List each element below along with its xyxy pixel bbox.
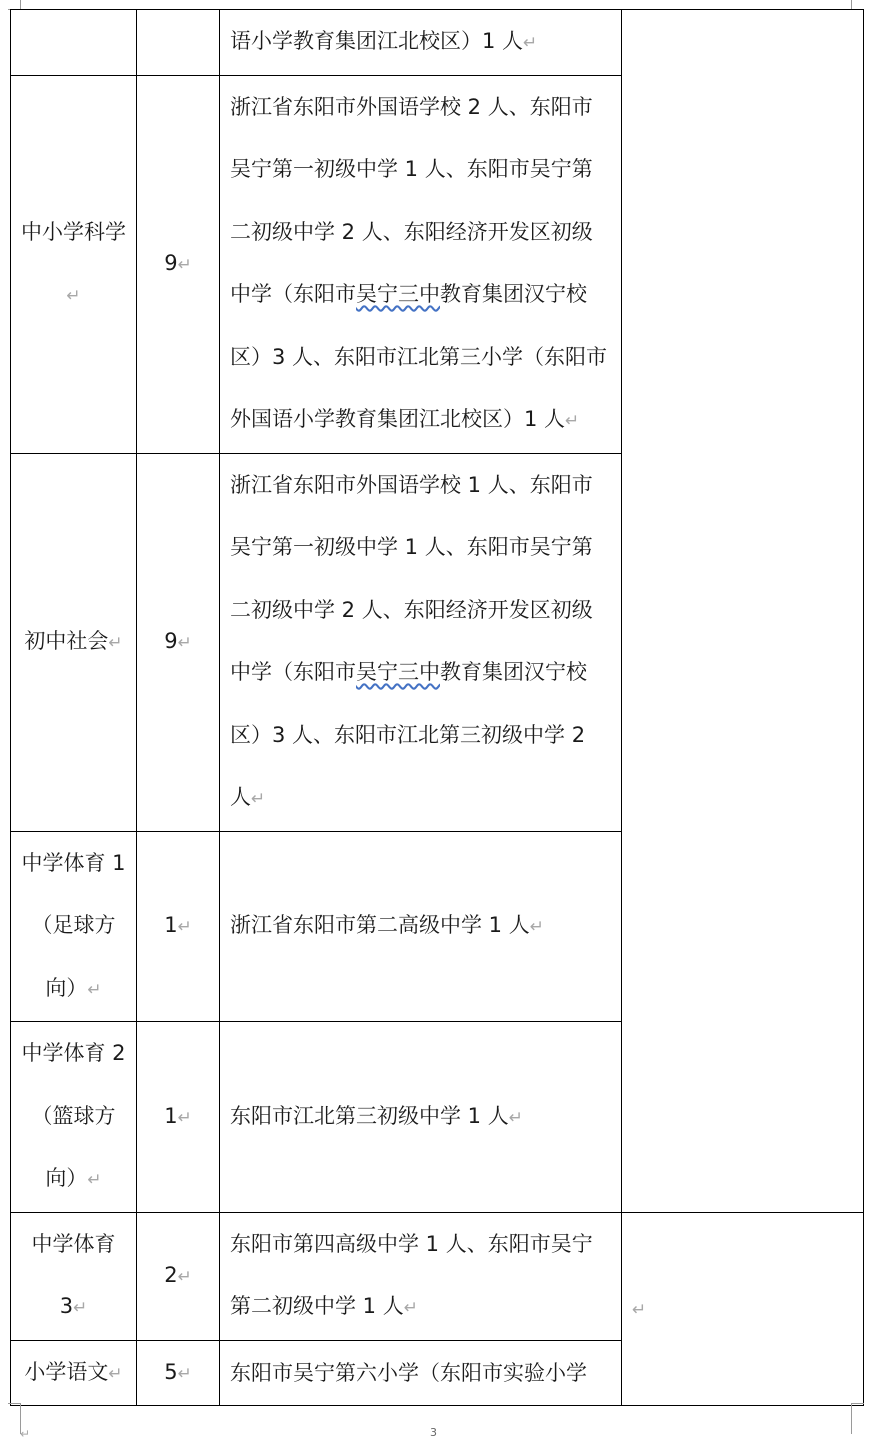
detail-cell bbox=[220, 1212, 622, 1340]
subject-text: 初中社会 bbox=[24, 628, 109, 653]
count-cell bbox=[137, 1340, 220, 1406]
subject-text: 中学体育 3 bbox=[31, 1231, 116, 1318]
count-cell bbox=[137, 10, 220, 76]
paragraph-mark: ↵ bbox=[403, 1298, 418, 1318]
paragraph-mark: ↵ bbox=[73, 1298, 88, 1318]
detail-cell bbox=[220, 75, 622, 453]
paragraph-mark: ↵ bbox=[177, 254, 192, 275]
subject-cell bbox=[11, 10, 137, 76]
subject-cell bbox=[11, 1340, 137, 1406]
subject-cell bbox=[11, 831, 137, 1022]
subject-cell bbox=[11, 75, 137, 453]
subject-text: 小学语文 bbox=[24, 1359, 109, 1384]
paragraph-mark: ↵ bbox=[251, 789, 266, 809]
recruitment-table bbox=[10, 9, 864, 1406]
paragraph-mark: ↵ bbox=[632, 1299, 647, 1320]
paragraph-mark: ↵ bbox=[508, 1107, 523, 1128]
count-text: 9 bbox=[164, 628, 178, 653]
paragraph-mark: ↵ bbox=[177, 917, 192, 937]
detail-text: 语小学教育集团江北校区）1 人 bbox=[230, 29, 524, 53]
detail-cell bbox=[220, 831, 622, 1022]
paragraph-mark: ↵ bbox=[177, 1107, 192, 1128]
extra-cell bbox=[622, 10, 864, 1213]
count-text: 5 bbox=[164, 1359, 178, 1384]
count-text: 9 bbox=[164, 250, 178, 275]
subject-text: 中学体育 1（足球方向） bbox=[21, 850, 126, 1000]
table-row bbox=[11, 10, 864, 76]
detail-text: 东阳市江北第三初级中学 1 人 bbox=[230, 1103, 509, 1128]
detail-text: 浙江省东阳市第二高级中学 1 人 bbox=[230, 913, 530, 937]
count-text: 1 bbox=[164, 1103, 178, 1128]
count-text: 1 bbox=[164, 913, 178, 937]
paragraph-mark: ↵ bbox=[108, 1363, 123, 1384]
detail-cell bbox=[220, 453, 622, 831]
count-cell bbox=[137, 1022, 220, 1213]
detail-text: 东阳市第四高级中学 1 人、东阳市吴宁第二初级中学 1 人 bbox=[230, 1231, 593, 1318]
detail-cell bbox=[220, 10, 622, 76]
detail-cell bbox=[220, 1022, 622, 1213]
count-cell bbox=[137, 1212, 220, 1340]
subject-cell bbox=[11, 1212, 137, 1340]
subject-cell bbox=[11, 453, 137, 831]
count-cell bbox=[137, 453, 220, 831]
paragraph-mark: ↵ bbox=[66, 286, 81, 306]
paragraph-mark: ↵ bbox=[177, 632, 192, 653]
paragraph-mark: ↵ bbox=[565, 411, 580, 431]
crop-mark-bottom-right bbox=[851, 1403, 864, 1434]
paragraph-mark: ↵ bbox=[529, 917, 544, 937]
subject-text: 中学体育 2（篮球方向） bbox=[21, 1041, 126, 1190]
detail-text-cont: 教育集团汉宁校区）3 人、东阳市江北第三小学（东阳市外国语小学教育集团江北校区）1 人 bbox=[230, 282, 608, 431]
paragraph-mark: ↵ bbox=[87, 979, 102, 1000]
table-row bbox=[11, 1212, 864, 1340]
paragraph-mark: ↵ bbox=[177, 1266, 192, 1287]
paragraph-mark: ↵ bbox=[177, 1363, 192, 1384]
paragraph-mark: ↵ bbox=[523, 33, 538, 53]
detail-text: 浙江省东阳市外国语学校 1 人、东阳市吴宁第一初级中学 1 人、东阳市吴宁第二初级中学 2 人、东阳经济开发区初级中学（东阳市 bbox=[230, 472, 593, 684]
subject-text: 中小学科学 bbox=[21, 219, 126, 244]
count-cell bbox=[137, 75, 220, 453]
count-cell bbox=[137, 831, 220, 1022]
spellcheck-underlined-text: 吴宁三中 bbox=[356, 282, 440, 306]
count-text: 2 bbox=[164, 1262, 178, 1287]
detail-cell bbox=[220, 1340, 622, 1406]
page-number: 3 bbox=[430, 1426, 437, 1439]
subject-cell bbox=[11, 1022, 137, 1213]
detail-text-cont: 教育集团汉宁校区）3 人、东阳市江北第三初级中学 2 人 bbox=[230, 660, 587, 809]
detail-text: 东阳市吴宁第六小学（东阳市实验小学 bbox=[230, 1360, 587, 1385]
spellcheck-underlined-text: 吴宁三中 bbox=[356, 660, 440, 684]
detail-text: 浙江省东阳市外国语学校 2 人、东阳市吴宁第一初级中学 1 人、东阳市吴宁第二初级中学 2 人、东阳经济开发区初级中学（东阳市 bbox=[230, 94, 593, 306]
paragraph-mark: ↵ bbox=[108, 632, 123, 653]
paragraph-mark: ↵ bbox=[20, 1427, 31, 1441]
paragraph-mark: ↵ bbox=[87, 1170, 102, 1190]
extra-cell bbox=[622, 1212, 864, 1406]
